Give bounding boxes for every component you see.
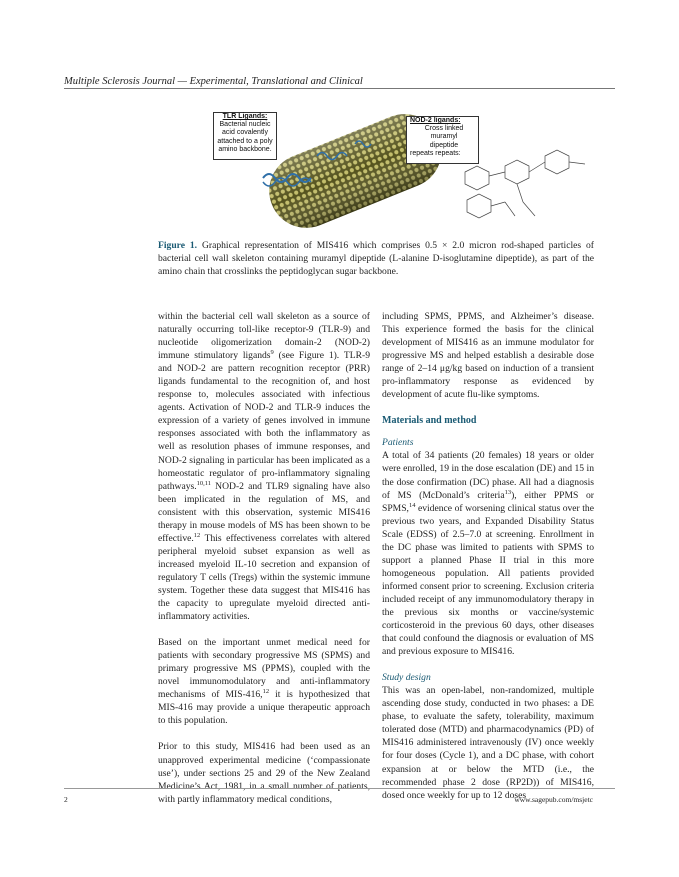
chemical-structure [465,150,585,218]
citation-ref: 9 [270,348,274,356]
caption-label: Figure 1. [158,240,198,251]
text-run: ), either PPMS or SPMS, [382,489,594,514]
right-column [382,310,594,802]
text-run: Based on the important unmet medical need for patients with secondary progressive MS (SPMS) and primary progressive MS (PPMS), coupled with the novel immunomodulatory and anti-inflammatory mechanisms of MIS-416, [158,637,370,701]
text-run: (see Figure 1). TLR-9 and NOD-2 are pattern recognition receptor (PRR) ligands fundamental to the recognition of, and host response to, molecules associated with infectious agents. Activation of NOD-2 and TLR-9 induces the expression of a variety of genes involved in immune responses associated with both the inflammatory as well as resolution phases of immune responses, and NOD-2 signaling in particular has been implicated as a homeostatic regulator of pro-inflammatory signaling pathways. [158,350,370,492]
figure-caption [158,239,594,279]
tlr-box-line: acid covalently [222,129,268,137]
tlr-box-line: amino backbone. [218,145,272,153]
header-rule [64,88,615,89]
subsection-heading: Patients [382,437,414,449]
tlr-ligands-box [213,112,277,160]
paragraph [382,449,594,658]
section-heading: Materials and method [382,415,477,427]
page-number: 2 [64,795,68,804]
nod-box-line: dipeptide [429,141,459,149]
text-run: NOD-2 and TLR9 signaling have also been implicated in the regulation of MS, and consistent with this observation, systemic MIS416 therapy in mouse models of MS has been shown to be effective. [158,480,370,544]
figure-1 [205,106,595,232]
subsection-heading: Study design [382,672,431,684]
nod-box-line: repeats repeats: [410,149,461,157]
citation-ref: 13 [504,488,512,496]
paragraph [158,636,370,727]
tlr-box-line: attached to a poly [217,137,273,145]
text-run: A total of 34 patients (20 females) 18 years or older were enrolled, 19 in the dose escalation (DE) and 15 in the dose confirmation (DC) phase. All had a diagnosis of MS (McDonald’s criteria [382,450,594,501]
nod2-ligands-box [406,116,479,164]
nod-box-line: Cross linked [424,125,464,133]
left-column [158,310,370,806]
paragraph: including SPMS, PPMS, and Alzheimer’s disease. This experience formed the basis for the clinical development of MIS416 as an immune modulator for progressive MS and helped establish a desirable dose range of 2–14 μg/kg based on induction of a transient pro-inflammatory response as evidenced by development of acute flu-like symptoms. [382,311,594,401]
citation-ref: 12 [262,688,270,696]
text-run: within the bacterial cell wall skeleton as a source of naturally occurring toll-like receptor-9 (TLR-9) and nucleotide oligomerization domain-2 (NOD-2) immune stimulatory ligands [158,311,370,362]
tlr-box-line: Bacterial nucleic [219,121,271,129]
caption-text: Graphical representation of MIS416 which comprises 0.5 × 2.0 micron rod-shaped particles of bacterial cell wall skeleton containing muramyl dipeptide (L-alanine D-isoglutamine dipeptide), as part of the amino chain that crosslinks the peptidoglycan sugar backbone. [158,240,594,278]
paragraph [158,310,370,623]
text-run: it is hypothesized that MIS-416 may provide a unique therapeutic approach to this population. [158,689,370,727]
citation-ref: 14 [408,501,416,509]
paragraph: This was an open-label, non-randomized, multiple ascending dose study, conducted in two phases: a DE phase, to evaluate the safety, tolerability, maximum tolerated dose (MTD) and pharmacodynamics (PD) of MIS416 administered intravenously (IV) once weekly for four doses (Cycle 1), and a DC phase, with cohort expansion at or below the MTD (i.e., the recommended phase 2 dose (RP2D)) of MIS416, dosed once weekly for up to 12 doses [382,685,594,801]
tlr-box-title: TLR Ligands: [222,113,268,120]
citation-ref: 10,11 [196,479,212,487]
nod-box-line: muramyl [430,133,458,141]
journal-url: www.sagepub.com/msjetc [514,795,593,804]
footer-rule [64,788,615,789]
paragraph: Prior to this study, MIS416 had been used as an unapproved experimental medicine (‘compassionate use’), under sections 25 and 29 of the New Zealand Medicine’s Act, 1981, in a small number of patients, with partly inflammatory medical conditions, [158,741,370,805]
text-run: This effectiveness correlates with altered peripheral myeloid subset expansion as well as increased myeloid IL-10 secretion and expansion of regulatory T cells (Tregs) within the systemic immune system. Together these data suggest that MIS416 has the capacity to upregulate myeloid directed anti-inflammatory activities. [158,532,370,623]
nod-box-title: NOD-2 ligands: [410,117,461,124]
text-run: evidence of worsening clinical status over the previous two years, and Expanded Disability Status Scale (EDSS) of 2.5–7.0 at screening. Enrollment in the DC phase was limited to patients with SPMS to support a planned Phase II trial in this more homogeneous population. All patients provided informed consent prior to screening. Exclusion criteria included receipt of any immunomodulatory therapy in the previous six months or vaccine/systemic corticosteroid in the previous 60 days, other diseases that could confound the diagnosis or evaluation of MS and previous exposure to MIS416. [382,502,594,658]
journal-title: Multiple Sclerosis Journal — Experimental, Translational and Clinical [64,76,363,87]
citation-ref: 12 [193,531,201,539]
